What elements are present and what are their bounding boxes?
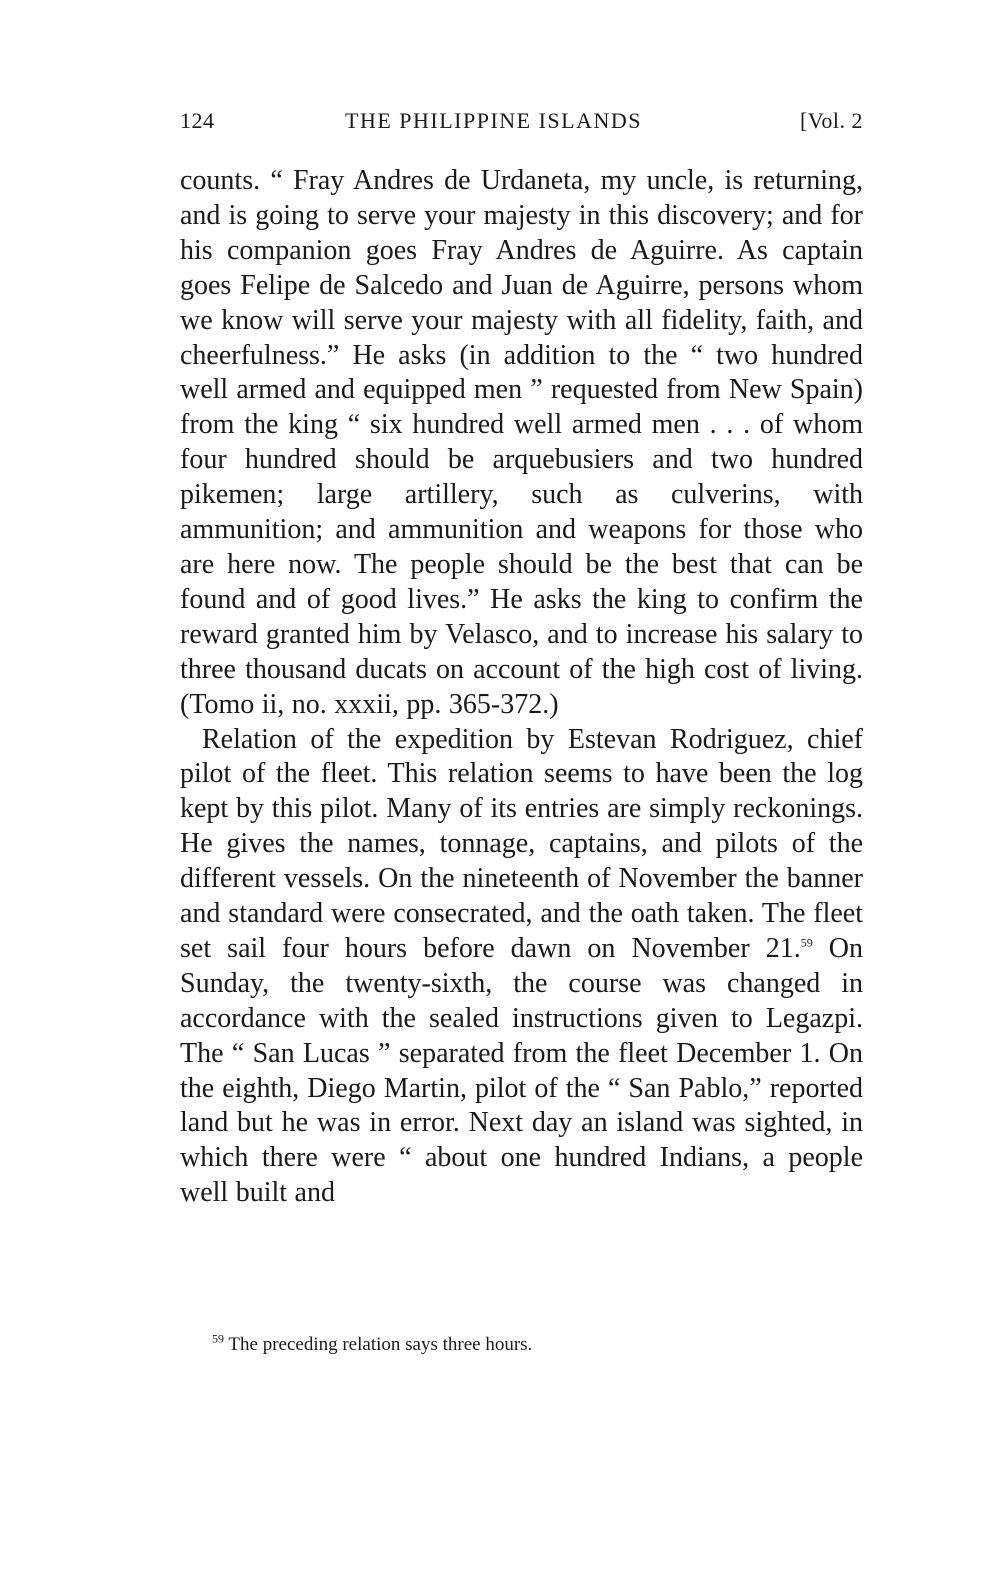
- running-head: [180, 108, 863, 138]
- page-number: 124: [180, 108, 215, 133]
- footnote-number: 59: [212, 1331, 224, 1346]
- paragraph-2-text-after-note: On Sunday, the twenty-sixth, the course was changed in accordance with the sealed instructions given to Legazpi. The “ San Lucas ” separated from the fleet December 1. On the eighth, Diego Martin, pilot of the “ San Pablo,” reported land but he was in error. Next day an island was sighted, in which there were “ about one hundred Indians, a people well built and: [180, 932, 863, 1209]
- running-title: THE PHILIPPINE ISLANDS: [345, 108, 642, 133]
- paragraph-1: counts. “ Fray Andres de Urdaneta, my uncle, is returning, and is going to serve your majesty in this discovery; and for his companion goes Fray Andres de Aguirre. As captain goes Felipe de Salcedo and Juan de Aguirre, persons whom we know will serve your majesty with all fidelity, faith, and cheerfulness.” He asks (in addition to the “ two hundred well armed and equipped men ” requested from New Spain) from the king “ six hundred well armed men . . . of whom four hundred should be arquebusiers and two hundred pikemen; large artillery, such as culverins, with ammunition; and ammunition and weapons for those who are here now. The people should be the best that can be found and of good lives.” He asks the king to confirm the reward granted him by Velasco, and to increase his salary to three thousand ducats on account of the high cost of living. (Tomo ii, no. xxxii, pp. 365-372.): [180, 165, 863, 720]
- main-text: [180, 164, 863, 1211]
- footnote-text: The preceding relation says three hours.: [224, 1334, 533, 1355]
- volume-label: [Vol. 2: [800, 108, 863, 133]
- paragraph-2: [180, 723, 863, 1212]
- paragraph-2-text-before-note: Relation of the expedition by Estevan Rodriguez, chief pilot of the fleet. This relation seems to have been the log kept by this pilot. Many of its entries are simply reckonings. He gives the names, tonnage, captains, and pilots of the different vessels. On the nineteenth of November the banner and standard were consecrated, and the oath taken. The fleet set sail four hours before dawn on November 21.: [180, 723, 863, 964]
- footnote: [180, 1333, 863, 1357]
- footnote-reference: 59: [800, 935, 813, 950]
